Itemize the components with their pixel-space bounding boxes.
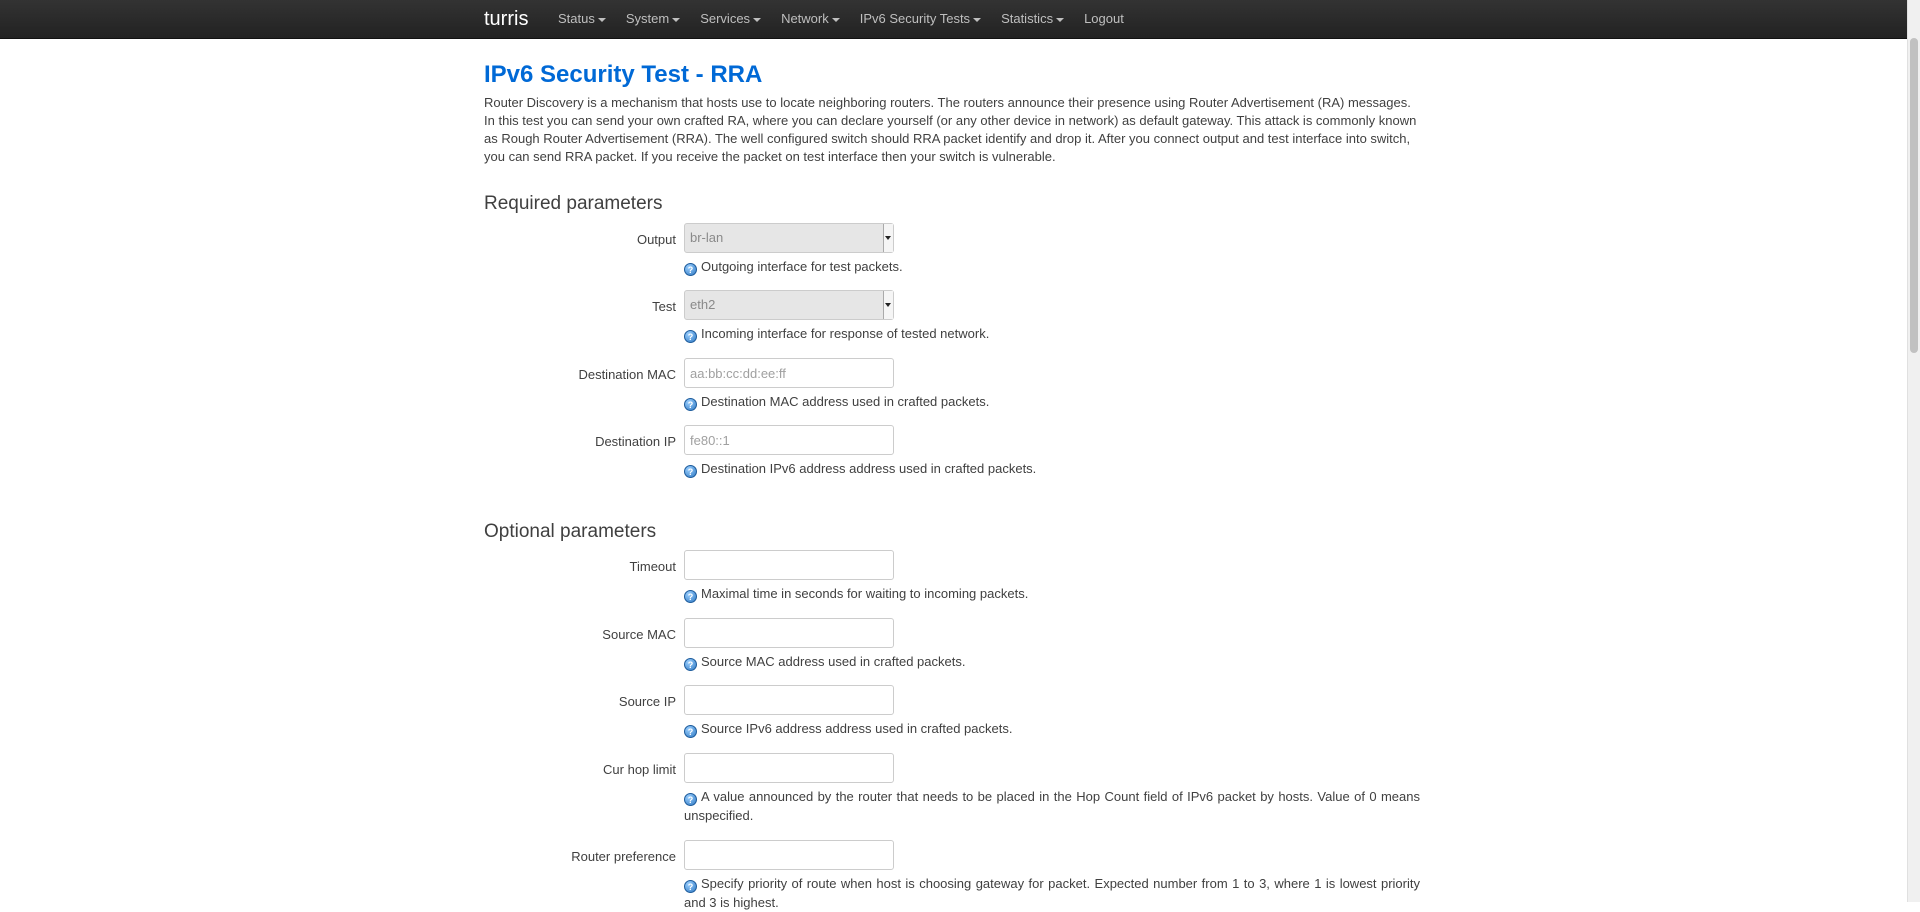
help-icon: ? [684,880,697,893]
test-select[interactable] [684,290,894,320]
menu-system[interactable] [616,0,690,38]
timeout-help-text: Maximal time in seconds for waiting to incoming packets. [701,586,1029,601]
source-ip-input[interactable] [684,685,894,715]
help-icon: ? [684,263,697,276]
menu-statistics[interactable] [991,0,1074,38]
required-parameters-heading: Required parameters [484,193,663,214]
top-navbar [0,0,1908,39]
chevron-down-icon [1056,18,1064,22]
output-selected-value: br-lan [690,230,724,245]
test-help [684,324,1420,343]
destination-mac-label: Destination MAC [578,367,676,382]
router-preference-input[interactable] [684,840,894,870]
help-icon: ? [684,465,697,478]
destination-ip-help-text: Destination IPv6 address address used in crafted packets. [701,461,1037,476]
help-icon: ? [684,725,697,738]
router-preference-help-text: Specify priority of route when host is choosing gateway for packet. Expected number from 1 to 3, where 1 is lowest priority and 3 is highest. [684,876,1420,910]
menu-statistics-label: Statistics [1001,11,1054,26]
output-select[interactable] [684,223,894,253]
test-label: Test [652,299,676,314]
destination-ip-label: Destination IP [595,434,676,449]
chevron-down-icon [832,18,840,22]
help-icon: ? [684,590,697,603]
menu-network[interactable] [771,0,850,38]
source-mac-input[interactable] [684,618,894,648]
source-mac-help-text: Source MAC address used in crafted packets. [701,654,966,669]
test-help-text: Incoming interface for response of tested network. [701,326,990,341]
scrollbar-thumb[interactable] [1910,38,1918,353]
cur-hop-limit-help-text: A value announced by the router that needs to be placed in the Hop Count field of IPv6 packet by hosts. Value of 0 means unspecified. [684,789,1420,823]
source-ip-label: Source IP [618,694,676,709]
page-title: IPv6 Security Test - RRA [484,61,763,88]
menu-services-label: Services [700,11,751,26]
page-scrollbar[interactable] [1907,0,1920,902]
menu-network-label: Network [781,11,829,26]
menu-ipv6-security-tests[interactable] [850,0,991,38]
main-menu [548,0,1134,38]
test-selected-value: eth2 [690,297,716,312]
menu-status-label: Status [558,11,595,26]
destination-ip-help [684,459,1420,478]
chevron-down-icon [753,18,761,22]
help-icon: ? [684,658,697,671]
menu-status[interactable] [548,0,616,38]
cur-hop-limit-label: Cur hop limit [603,762,676,777]
menu-ipv6-security-tests-label: IPv6 Security Tests [859,11,971,26]
timeout-help [684,584,1420,603]
optional-parameters-heading: Optional parameters [484,521,657,542]
destination-mac-help [684,392,1420,411]
destination-mac-input[interactable] [684,358,894,388]
menu-logout-label: Logout [1084,11,1124,26]
chevron-down-icon [973,18,981,22]
chevron-down-icon[interactable] [883,291,893,319]
router-preference-label: Router preference [571,849,676,864]
chevron-down-icon [672,18,680,22]
help-icon: ? [684,330,697,343]
chevron-down-icon [598,18,606,22]
cur-hop-limit-input[interactable] [684,753,894,783]
menu-services[interactable] [690,0,771,38]
source-ip-help-text: Source IPv6 address address used in crafted packets. [701,721,1013,736]
menu-system-label: System [625,11,670,26]
chevron-down-icon[interactable] [883,224,893,252]
timeout-label: Timeout [629,559,676,574]
output-help [684,257,1420,276]
source-mac-label: Source MAC [602,627,676,642]
output-help-text: Outgoing interface for test packets. [701,259,903,274]
cur-hop-limit-help [684,787,1420,825]
help-icon: ? [684,398,697,411]
menu-logout[interactable] [1074,0,1134,38]
help-icon: ? [684,793,697,806]
brand-logo[interactable]: turris [484,8,529,30]
destination-ip-input[interactable] [684,425,894,455]
source-mac-help [684,652,1420,671]
timeout-input[interactable] [684,550,894,580]
page-description: Router Discovery is a mechanism that hosts use to locate neighboring routers. The routers announce their presence using Router Advertisement (RA) messages. In this test you can send your own crafted RA, where you can declare yourself (or any other device in network) as default gateway. This attack is commonly known as Rough Router Advertisement (RRA). The well configured switch should RRA packet identify and drop it. After you connect output and test interface into switch, you can send RRA packet. If you receive the packet on test interface then your switch is vulnerable. [484,95,1417,164]
destination-mac-help-text: Destination MAC address used in crafted packets. [701,394,990,409]
router-preference-help [684,874,1420,912]
source-ip-help [684,719,1420,738]
output-label: Output [636,232,676,247]
